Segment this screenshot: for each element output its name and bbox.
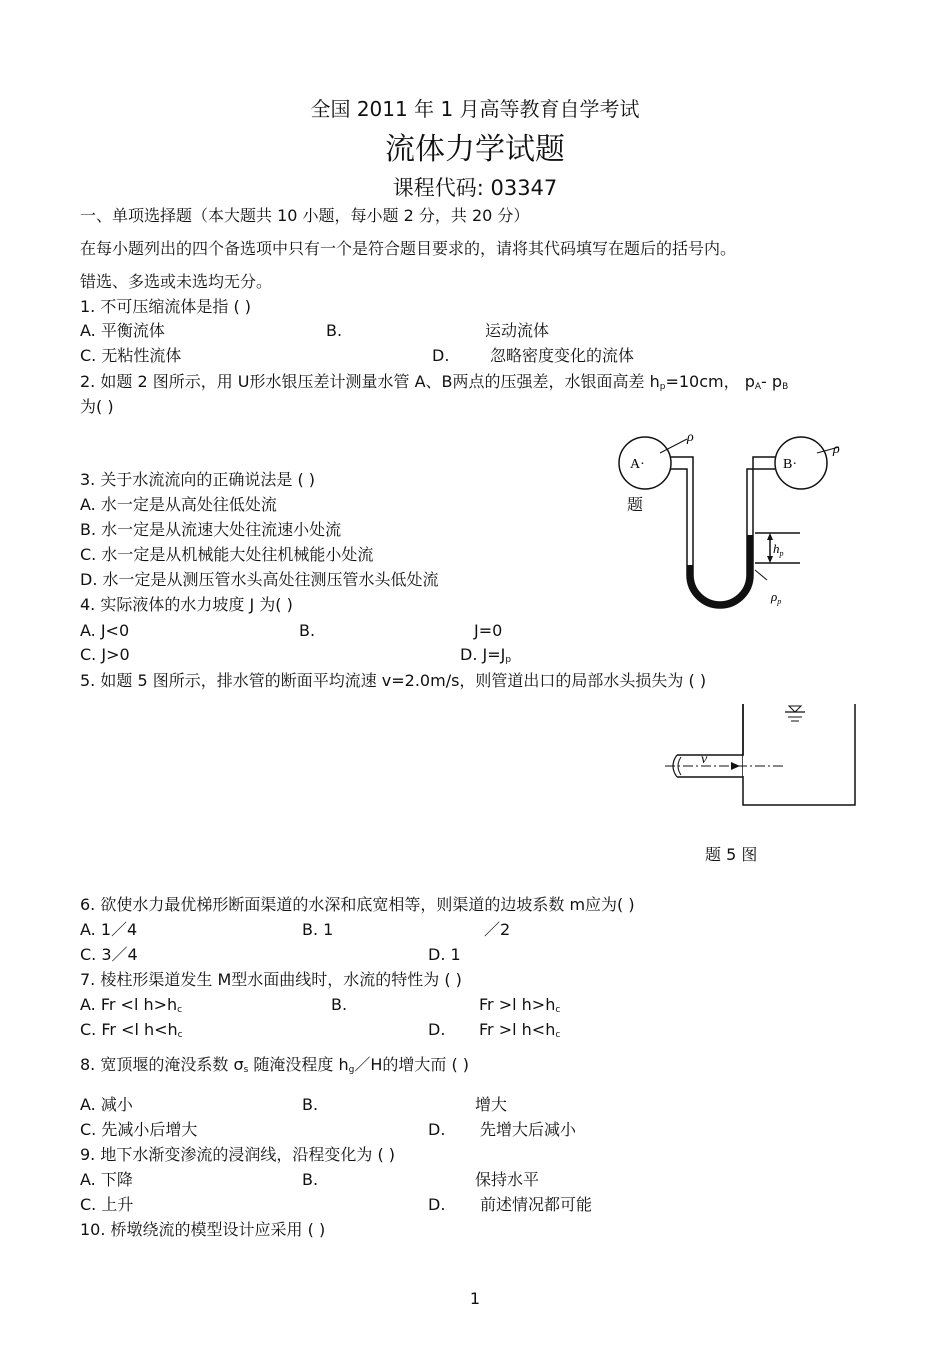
q7-option-d-letter: D.: [428, 1020, 446, 1039]
q7-option-b-text: Fr >l $h>h_c$: [479, 995, 561, 1015]
q8-option-d-letter: D.: [428, 1120, 446, 1139]
q9-option-b-text: 保持水平: [475, 1170, 540, 1189]
q8-option-b-letter: B.: [302, 1095, 319, 1114]
q7-option-a: A. Fr <l $h>h_c$: [80, 995, 183, 1015]
q5-figure-caption: 题 5 图: [705, 845, 758, 864]
section-heading: 一、单项选择题（本大题共 10 小题，每小题 2 分，共 20 分）: [80, 206, 530, 225]
q4-stem: 4. 实际液体的水力坡度 J 为( ): [80, 595, 293, 614]
q8-option-a: A. 减小: [80, 1095, 133, 1114]
q1-stem: 1. 不可压缩流体是指 ( ): [80, 297, 252, 316]
q7-option-b-letter: B.: [331, 995, 348, 1014]
q9-option-d-text: 前述情况都可能: [480, 1195, 593, 1214]
q9-option-b-letter: B.: [302, 1170, 319, 1189]
section-instruction-2: 错选、多选或未选均无分。: [80, 272, 273, 291]
q9-option-a: A. 下降: [80, 1170, 133, 1189]
fig-label-a: A·: [630, 457, 645, 472]
q1-option-c: C. 无粘性流体: [80, 346, 182, 365]
q1-option-a: A. 平衡流体: [80, 321, 165, 340]
q3-option-b: B. 水一定是从流速大处往流速小处流: [80, 520, 342, 539]
q8-option-d-text: 先增大后减小: [480, 1120, 577, 1139]
q7-stem: 7. 棱柱形渠道发生 M型水面曲线时，水流的特性为 ( ): [80, 970, 462, 989]
q1-option-b-text: 运动流体: [485, 321, 550, 340]
fig-rho-left: ρ: [687, 430, 694, 445]
q3-stem: 3. 关于水流流向的正确说法是 ( ): [80, 470, 316, 489]
q1-option-b-letter: B.: [326, 321, 343, 340]
q8-stem: 8. 宽顶堰的淹没系数 $\sigma_s$ 随淹没程度 $h_g/H$的增大而 ( ): [80, 1055, 470, 1075]
q3-option-a: A. 水一定是从高处往低处流: [80, 495, 277, 514]
q6-option-c: C. 3／4: [80, 945, 138, 964]
section-instruction-1: 在每小题列出的四个备选项中只有一个是符合题目要求的，请将其代码填写在题后的括号内。: [80, 239, 737, 258]
q5-stem: 5. 如题 5 图所示，排水管的断面平均流速 v=2.0m/s，则管道出口的局部水头损失为 ( ): [80, 671, 707, 690]
q1-option-d-letter: D.: [432, 346, 450, 365]
fig-hp-label: $h_p$: [773, 541, 784, 558]
q9-option-c: C. 上升: [80, 1195, 134, 1214]
q2-manometer-figure: [615, 425, 855, 615]
q7-option-d-text: Fr >l $h<h_c$: [479, 1020, 561, 1040]
q6-option-d: D. 1: [428, 945, 461, 964]
q4-option-b-text: J=0: [474, 621, 503, 640]
q5-velocity-label: v: [701, 752, 708, 767]
q8-option-b-text: 增大: [475, 1095, 508, 1114]
q5-figure: [665, 700, 860, 810]
q2-figure-label: 题: [627, 495, 644, 514]
page-number: 1: [469, 1289, 481, 1308]
page-title: 流体力学试题: [385, 132, 565, 167]
q6-option-a: A. 1／4: [80, 920, 138, 939]
q7-option-c: C. Fr <l $h<h_c$: [80, 1020, 183, 1040]
fig-rho-right: ρ: [833, 442, 840, 457]
q10-stem: 10. 桥墩绕流的模型设计应采用 ( ): [80, 1220, 326, 1239]
q6-option-b-cont: ／2: [484, 920, 511, 939]
q1-option-d-text: 忽略密度变化的流体: [490, 346, 635, 365]
q2-stem-line2: 为( ): [80, 397, 114, 416]
q3-option-d: D. 水一定是从测压管水头高处往测压管水头低处流: [80, 570, 439, 589]
fig-rhop-label: $\rho_p$: [771, 589, 782, 606]
fig-label-b: B·: [783, 457, 797, 472]
q4-option-d: D. $J=J_p$: [460, 645, 512, 665]
q8-option-c: C. 先减小后增大: [80, 1120, 198, 1139]
q9-option-d-letter: D.: [428, 1195, 446, 1214]
q6-option-b: B. 1: [302, 920, 334, 939]
course-code: 课程代码: 03347: [392, 176, 558, 200]
q2-stem: 2. 如题 2 图所示，用 U形水银压差计测量水管 A、B两点的压强差，水银面高差 $h_p=10cm$， $p_A-$ $p_B$: [80, 372, 789, 392]
q4-option-a: A. J<0: [80, 621, 130, 640]
pipe-a-circle: [619, 437, 671, 489]
q6-stem: 6. 欲使水力最优梯形断面渠道的水深和底宽相等，则渠道的边坡系数 m应为( ): [80, 895, 635, 914]
exam-header: 全国 2011 年 1 月高等教育自学考试: [310, 97, 640, 121]
q4-option-b-letter: B.: [299, 621, 316, 640]
q3-option-c: C. 水一定是从机械能大处往机械能小处流: [80, 545, 374, 564]
q9-stem: 9. 地下水渐变渗流的浸润线，沿程变化为 ( ): [80, 1145, 396, 1164]
q4-option-c: C. J>0: [80, 645, 130, 664]
